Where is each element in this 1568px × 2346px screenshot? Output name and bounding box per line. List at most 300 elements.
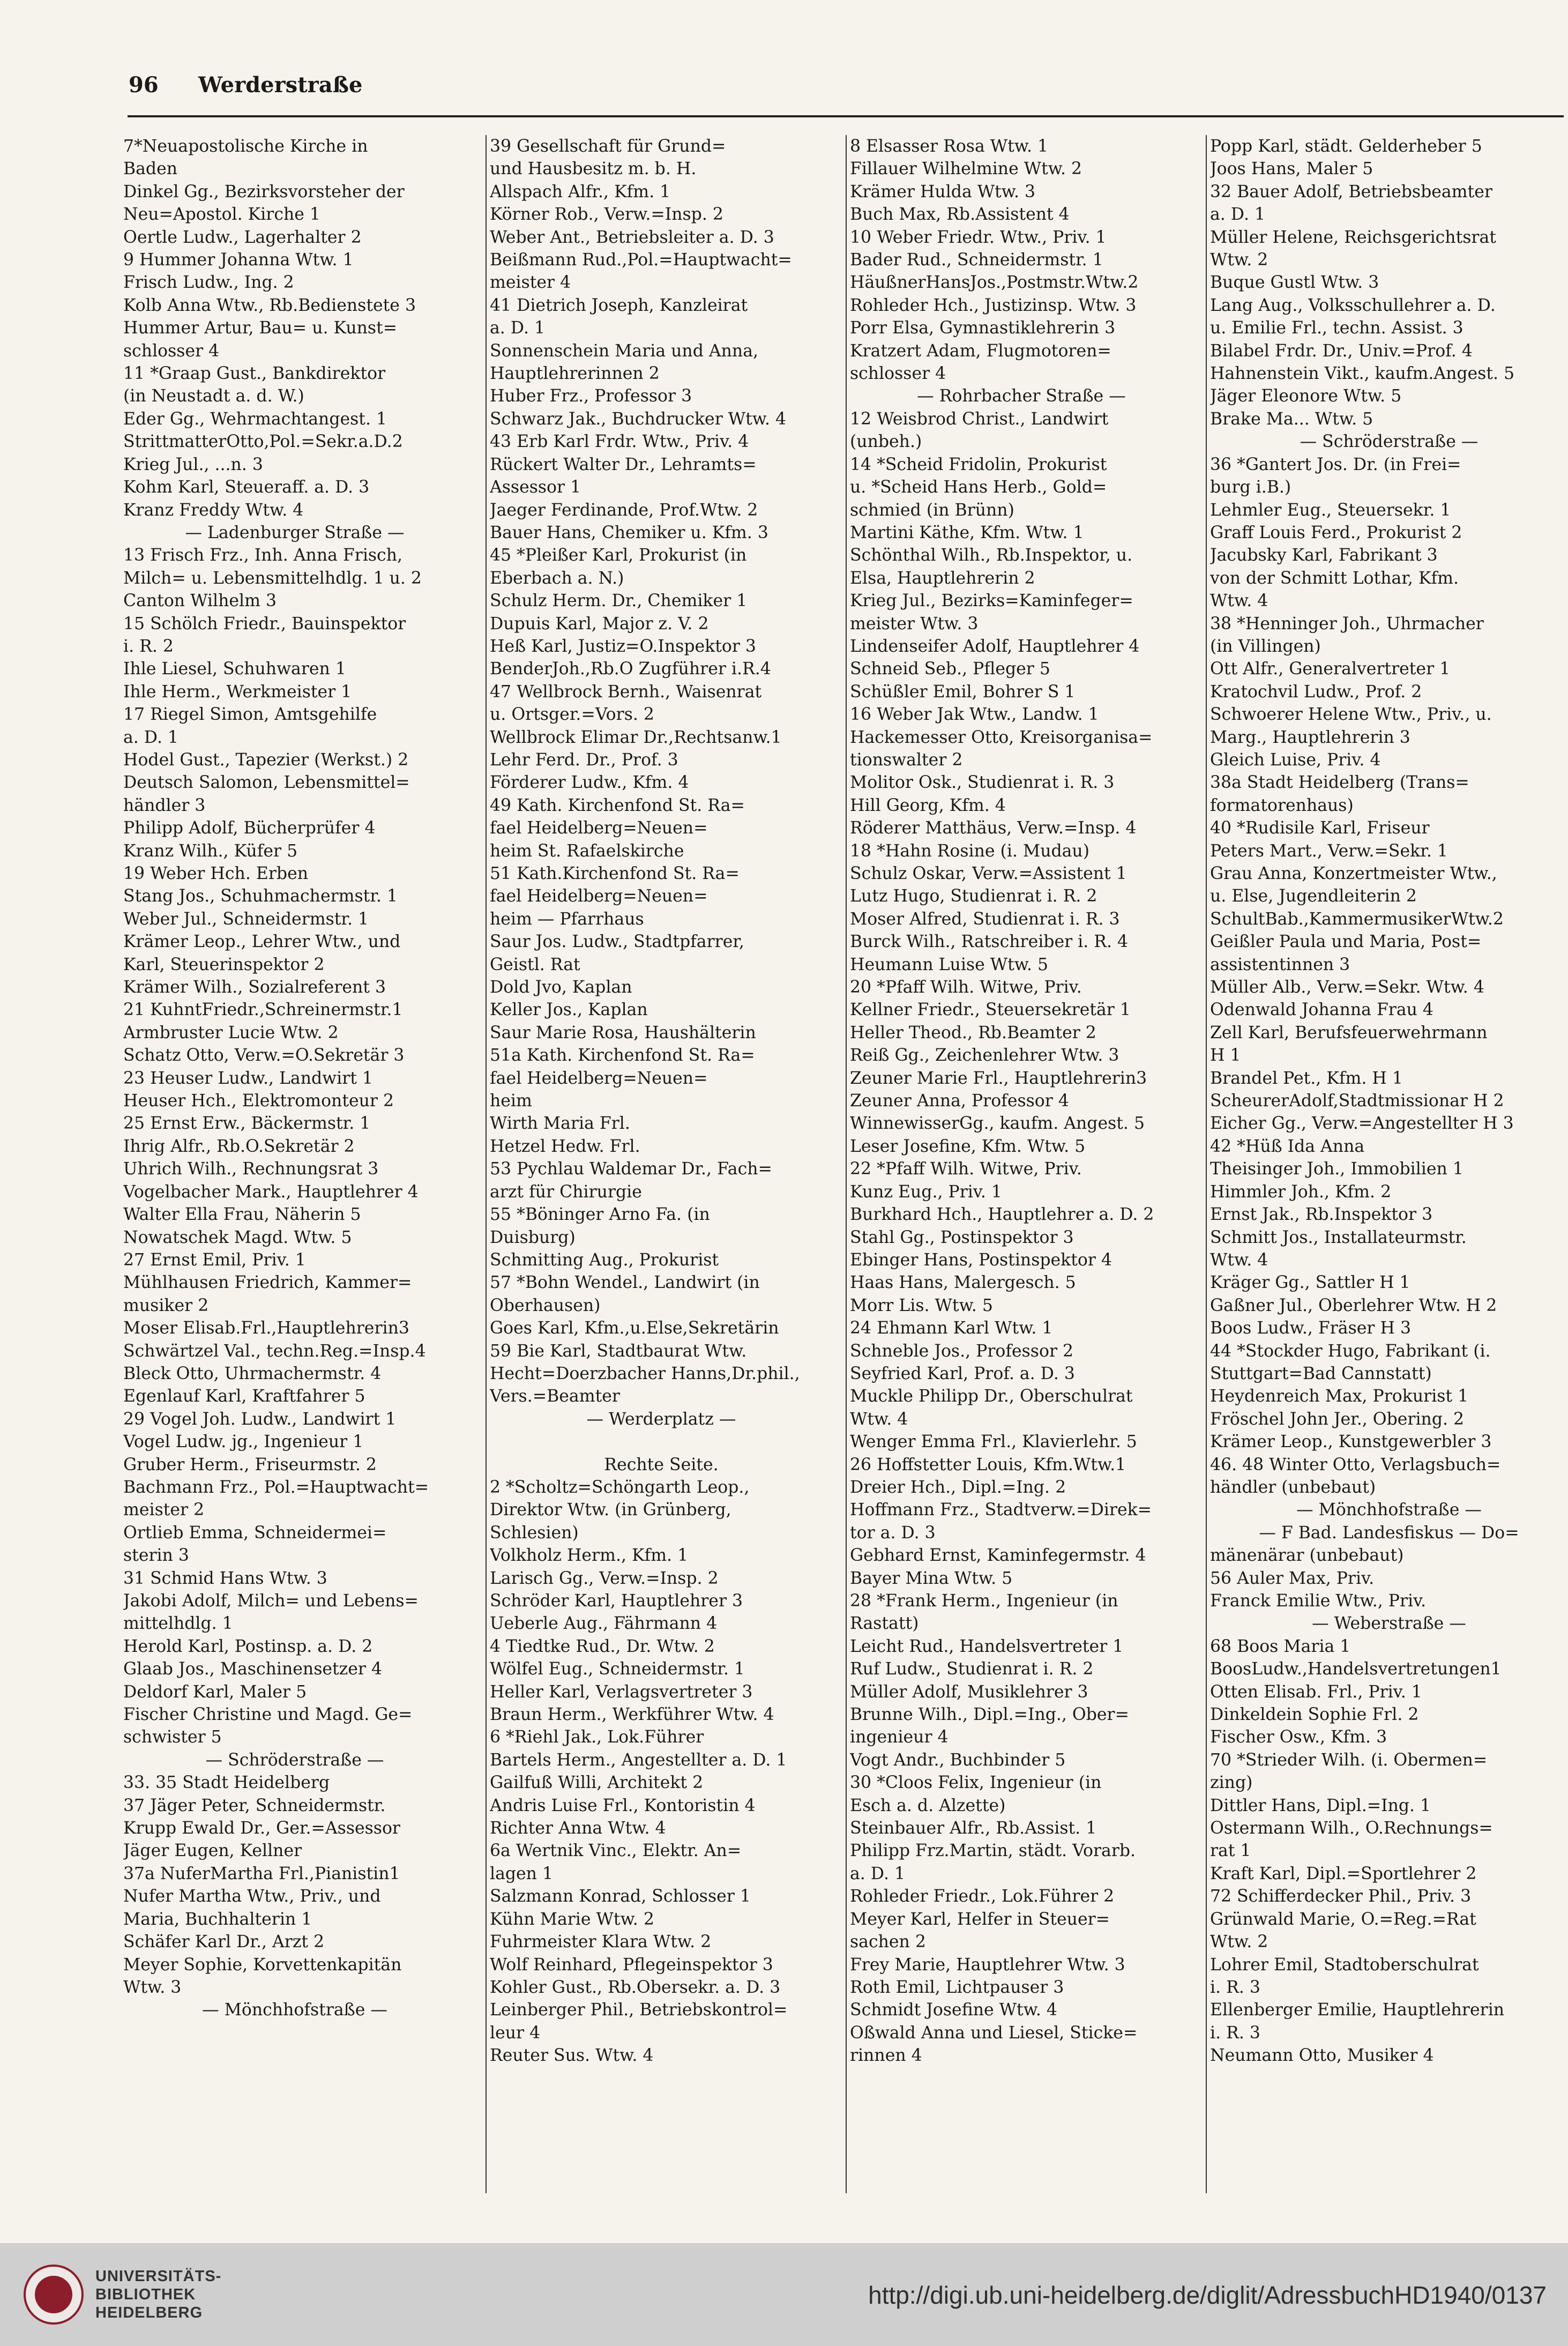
directory-entry-line: Krämer Hulda Wtw. 3 bbox=[850, 182, 1036, 202]
directory-entry-line: Marg., Hauptlehrerin 3 bbox=[1210, 727, 1410, 747]
directory-entry-line: Krämer Wilh., Sozialreferent 3 bbox=[123, 978, 386, 997]
directory-entry-line: schwister 5 bbox=[123, 1727, 222, 1747]
directory-entry-line: 41 Dietrich Joseph, Kanzleirat bbox=[490, 295, 748, 315]
directory-entry-line: 26 Hoffstetter Louis, Kfm.Wtw.1 bbox=[850, 1455, 1126, 1474]
directory-entry-line: Kratzert Adam, Flugmotoren= bbox=[850, 341, 1111, 361]
library-footer bbox=[0, 2243, 1568, 2346]
directory-entry-line: Schwarz Jak., Buchdrucker Wtw. 4 bbox=[490, 409, 787, 429]
page-header bbox=[129, 63, 1568, 106]
directory-entry-line: 51a Kath. Kirchenfond St. Ra= bbox=[490, 1046, 755, 1066]
directory-entry-line: Walter Ella Frau, Näherin 5 bbox=[123, 1205, 361, 1225]
directory-entry-line: Müller Helene, Reichsgerichtsrat bbox=[1210, 227, 1496, 247]
directory-entry-line: Kranz Wilh., Küfer 5 bbox=[123, 841, 298, 861]
directory-entry-line: meister 2 bbox=[123, 1500, 205, 1520]
directory-entry-line: 55 *Böninger Arno Fa. (in bbox=[490, 1205, 710, 1225]
directory-entry-line: Rohleder Hch., Justizinsp. Wtw. 3 bbox=[850, 295, 1137, 315]
directory-entry-line: heim bbox=[490, 1091, 532, 1111]
directory-entry-line: Direktor Wtw. (in Grünberg, bbox=[490, 1500, 731, 1520]
directory-entry-line: Frey Marie, Hauptlehrer Wtw. 3 bbox=[850, 1955, 1125, 1975]
directory-entry-line: ingenieur 4 bbox=[850, 1727, 949, 1747]
directory-entry-line: Heydenreich Max, Prokurist 1 bbox=[1210, 1387, 1469, 1406]
directory-entry-line: Nufer Martha Wtw., Priv., und bbox=[123, 1887, 381, 1906]
directory-entry-line: Braun Herm., Werkführer Wtw. 4 bbox=[490, 1705, 774, 1725]
directory-entry-line: Rastatt) bbox=[850, 1614, 919, 1634]
directory-entry-line: Hackemesser Otto, Kreisorganisa= bbox=[850, 727, 1153, 747]
directory-columns bbox=[123, 135, 1568, 2193]
directory-entry-line: — Rohrbacher Straße — bbox=[917, 386, 1126, 406]
directory-entry-line: Ostermann Wilh., O.Rechnungs= bbox=[1210, 1819, 1493, 1838]
directory-entry-line: Frisch Ludw., Ing. 2 bbox=[123, 273, 294, 293]
directory-entry-line: Leicht Rud., Handelsvertreter 1 bbox=[850, 1636, 1124, 1656]
directory-entry-line: Schulz Oskar, Verw.=Assistent 1 bbox=[850, 864, 1127, 883]
directory-entry-line: fael Heidelberg=Neuen= bbox=[490, 887, 708, 906]
directory-entry-line: 25 Ernst Erw., Bäckermstr. 1 bbox=[123, 1114, 371, 1134]
directory-entry-line: Schüßler Emil, Bohrer S 1 bbox=[850, 682, 1076, 702]
directory-entry-line: Himmler Joh., Kfm. 2 bbox=[1210, 1182, 1392, 1202]
directory-entry-line: Wtw. 2 bbox=[1210, 250, 1268, 270]
directory-entry-line: Nowatschek Magd. Wtw. 5 bbox=[123, 1227, 352, 1247]
directory-entry-line: 16 Weber Jak Wtw., Landw. 1 bbox=[850, 705, 1099, 725]
directory-entry-line: 15 Schölch Friedr., Bauinspektor bbox=[123, 614, 406, 634]
directory-entry-line bbox=[490, 1431, 833, 1453]
directory-entry-line: u. Else, Jugendleiterin 2 bbox=[1210, 887, 1417, 906]
directory-entry-line: Krupp Ewald Dr., Ger.=Assessor bbox=[123, 1819, 400, 1838]
directory-entry-line: 57 *Bohn Wendel., Landwirt (in bbox=[490, 1273, 760, 1293]
directory-entry-line: Graff Louis Ferd., Prokurist 2 bbox=[1210, 523, 1462, 542]
directory-entry-line: 6 *Riehl Jak., Lok.Führer bbox=[490, 1727, 704, 1747]
directory-entry-line: a. D. 1 bbox=[490, 318, 546, 338]
directory-entry-line: — Werderplatz — bbox=[586, 1409, 736, 1429]
directory-entry-line: 56 Auler Max, Priv. bbox=[1210, 1568, 1375, 1588]
column-divider bbox=[486, 135, 487, 2193]
directory-entry-line: Jacubsky Karl, Fabrikant 3 bbox=[1210, 546, 1438, 565]
directory-entry-line: i. R. 3 bbox=[1210, 1977, 1260, 1997]
directory-entry-line: a. D. 1 bbox=[850, 1864, 906, 1883]
directory-entry-line: Roth Emil, Lichtpauser 3 bbox=[850, 1977, 1064, 1997]
directory-entry-line: 14 *Scheid Fridolin, Prokurist bbox=[850, 455, 1107, 474]
directory-entry-line: Dold Jvo, Kaplan bbox=[490, 978, 632, 997]
column-4 bbox=[1210, 135, 1568, 2193]
directory-entry-line: 17 Riegel Simon, Amtsgehilfe bbox=[123, 705, 377, 725]
directory-entry-line: 37a NuferMartha Frl.,Pianistin1 bbox=[123, 1864, 400, 1883]
directory-entry-line: heim — Pfarrhaus bbox=[490, 909, 644, 929]
directory-entry-line: — Mönchhofstraße — bbox=[202, 2000, 387, 2020]
directory-entry-line: 7*Neuapostolische Kirche in bbox=[123, 137, 368, 156]
directory-entry-line: Egenlauf Karl, Kraftfahrer 5 bbox=[123, 1387, 365, 1406]
directory-entry-line: 18 *Hahn Rosine (i. Mudau) bbox=[850, 841, 1089, 861]
directory-entry-line: formatorenhaus) bbox=[1210, 795, 1354, 815]
column-3 bbox=[850, 135, 1193, 2193]
directory-entry-line: Hoffmann Frz., Stadtverw.=Direk= bbox=[850, 1500, 1152, 1520]
directory-entry-line: Förderer Ludw., Kfm. 4 bbox=[490, 773, 689, 793]
directory-entry-line: Stuttgart=Bad Cannstatt) bbox=[1210, 1364, 1432, 1383]
directory-entry-line: Molitor Osk., Studienrat i. R. 3 bbox=[850, 773, 1115, 793]
directory-entry-line: Bilabel Frdr. Dr., Univ.=Prof. 4 bbox=[1210, 341, 1473, 361]
directory-entry-line: Popp Karl, städt. Gelderheber 5 bbox=[1210, 137, 1482, 156]
directory-entry-line: Keller Jos., Kaplan bbox=[490, 1000, 648, 1020]
directory-entry-line: Schatz Otto, Verw.=O.Sekretär 3 bbox=[123, 1046, 405, 1066]
directory-entry-line: Dupuis Karl, Major z. V. 2 bbox=[490, 614, 709, 634]
directory-entry-line: Körner Rob., Verw.=Insp. 2 bbox=[490, 205, 723, 225]
directory-entry-line: Schulz Herm. Dr., Chemiker 1 bbox=[490, 591, 748, 611]
directory-entry-line: Karl, Steuerinspektor 2 bbox=[123, 955, 325, 974]
directory-entry-line: Hauptlehrerinnen 2 bbox=[490, 364, 660, 384]
directory-entry-line: Rohleder Friedr., Lok.Führer 2 bbox=[850, 1887, 1115, 1906]
directory-entry-line: 29 Vogel Joh. Ludw., Landwirt 1 bbox=[123, 1409, 397, 1429]
directory-entry-line: H 1 bbox=[1210, 1046, 1241, 1066]
directory-entry-line: Steinbauer Alfr., Rb.Assist. 1 bbox=[850, 1819, 1097, 1838]
directory-entry-line: Philipp Frz.Martin, städt. Vorarb. bbox=[850, 1841, 1136, 1861]
directory-entry-line: 13 Frisch Frz., Inh. Anna Frisch, bbox=[123, 546, 402, 565]
directory-entry-line: Krieg Jul., Bezirks=Kaminfeger= bbox=[850, 591, 1133, 611]
directory-entry-line: BenderJoh.,Rb.O Zugführer i.R.4 bbox=[490, 659, 771, 679]
directory-entry-line: 45 *Pleißer Karl, Prokurist (in bbox=[490, 546, 747, 565]
directory-entry-line: Ernst Jak., Rb.Inspektor 3 bbox=[1210, 1205, 1433, 1225]
directory-entry-line: 47 Wellbrock Bernh., Waisenrat bbox=[490, 682, 762, 702]
directory-entry-line: 43 Erb Karl Frdr. Wtw., Priv. 4 bbox=[490, 432, 749, 452]
directory-entry-line: Ueberle Aug., Fährmann 4 bbox=[490, 1614, 718, 1634]
directory-entry-line: Peters Mart., Verw.=Sekr. 1 bbox=[1210, 841, 1448, 861]
directory-entry-line: Weber Ant., Betriebsleiter a. D. 3 bbox=[490, 227, 774, 247]
directory-entry-line: 23 Heuser Ludw., Landwirt 1 bbox=[123, 1068, 373, 1088]
directory-entry-line: Schmitt Jos., Installateurmstr. bbox=[1210, 1227, 1467, 1247]
directory-entry-line: Moser Alfred, Studienrat i. R. 3 bbox=[850, 909, 1120, 929]
directory-entry-line: Duisburg) bbox=[490, 1227, 576, 1247]
directory-entry-line: Kohler Gust., Rb.Obersekr. a. D. 3 bbox=[490, 1977, 781, 1997]
directory-entry-line: Lehmler Eug., Steuersekr. 1 bbox=[1210, 500, 1451, 520]
header-rule bbox=[128, 115, 1564, 117]
directory-entry-line: Wirth Maria Frl. bbox=[490, 1114, 630, 1134]
directory-entry-line: Kräger Gg., Sattler H 1 bbox=[1210, 1273, 1410, 1293]
directory-entry-line: Maria, Buchhalterin 1 bbox=[123, 1909, 312, 1929]
directory-entry-line: — Schröderstraße — bbox=[205, 1750, 384, 1770]
directory-entry-line: fael Heidelberg=Neuen= bbox=[490, 1068, 708, 1088]
directory-entry-line: Stahl Gg., Postinspektor 3 bbox=[850, 1227, 1074, 1247]
directory-entry-line: Leinberger Phil., Betriebskontrol= bbox=[490, 2000, 788, 2020]
directory-entry-line: Odenwald Johanna Frau 4 bbox=[1210, 1000, 1433, 1020]
directory-entry-line: Schönthal Wilh., Rb.Inspektor, u. bbox=[850, 546, 1133, 565]
directory-entry-line: 39 Gesellschaft für Grund= bbox=[490, 137, 726, 156]
directory-entry-line: u. *Scheid Hans Herb., Gold= bbox=[850, 478, 1107, 497]
directory-entry-line: Ihrig Alfr., Rb.O.Sekretär 2 bbox=[123, 1136, 355, 1156]
directory-entry-line: Lehr Ferd. Dr., Prof. 3 bbox=[490, 750, 678, 770]
directory-entry-line: 59 Bie Karl, Stadtbaurat Wtw. bbox=[490, 1341, 747, 1361]
directory-entry-line: — Weberstraße — bbox=[1312, 1614, 1466, 1634]
directory-entry-line: 21 KuhntFriedr.,Schreinermstr.1 bbox=[123, 1000, 403, 1020]
directory-entry-line: Wtw. 4 bbox=[1210, 591, 1268, 611]
directory-entry-line: 9 Hummer Johanna Wtw. 1 bbox=[123, 250, 354, 270]
directory-entry-line: Hecht=Doerzbacher Hanns,Dr.phil., bbox=[490, 1364, 800, 1383]
directory-entry-line: heim St. Rafaelskirche bbox=[490, 841, 684, 861]
directory-entry-line: Eder Gg., Wehrmachtangest. 1 bbox=[123, 409, 387, 429]
directory-entry-line: 38 *Henninger Joh., Uhrmacher bbox=[1210, 614, 1484, 634]
directory-entry-line: Buch Max, Rb.Assistent 4 bbox=[850, 205, 1070, 225]
directory-entry-line: Müller Adolf, Musiklehrer 3 bbox=[850, 1682, 1088, 1702]
directory-entry-line: 38a Stadt Heidelberg (Trans= bbox=[1210, 773, 1469, 793]
directory-entry-line: Grünwald Marie, O.=Reg.=Rat bbox=[1210, 1909, 1476, 1929]
directory-entry-line: Uhrich Wilh., Rechnungsrat 3 bbox=[123, 1159, 379, 1179]
directory-entry-line: sterin 3 bbox=[123, 1546, 189, 1566]
directory-entry-line: Martini Käthe, Kfm. Wtw. 1 bbox=[850, 523, 1084, 542]
directory-entry-line: i. R. 3 bbox=[1210, 2023, 1260, 2043]
directory-entry-line: Ihle Herm., Werkmeister 1 bbox=[123, 682, 352, 702]
directory-entry-line: Seyfried Karl, Prof. a. D. 3 bbox=[850, 1364, 1075, 1383]
directory-entry-line: Heumann Luise Wtw. 5 bbox=[850, 955, 1049, 974]
directory-entry-line: Elsa, Hauptlehrerin 2 bbox=[850, 568, 1035, 588]
directory-entry-line: Dinkel Gg., Bezirksvorsteher der bbox=[123, 182, 405, 202]
directory-entry-line: Heuser Hch., Elektromonteur 2 bbox=[123, 1091, 394, 1111]
library-name-line: UNIVERSITÄTS- bbox=[95, 2268, 222, 2285]
directory-entry-line: 8 Elsasser Rosa Wtw. 1 bbox=[850, 137, 1049, 156]
directory-entry-line: tionswalter 2 bbox=[850, 750, 963, 770]
directory-entry-line: lagen 1 bbox=[490, 1864, 554, 1883]
directory-entry-line: meister Wtw. 3 bbox=[850, 614, 979, 634]
directory-entry-line: Haas Hans, Malergesch. 5 bbox=[850, 1273, 1076, 1293]
directory-entry-line: Gaßner Jul., Oberlehrer Wtw. H 2 bbox=[1210, 1295, 1497, 1315]
directory-entry-line: Bayer Mina Wtw. 5 bbox=[850, 1568, 1013, 1588]
directory-entry-line: Schlesien) bbox=[490, 1523, 579, 1543]
column-divider bbox=[1206, 135, 1207, 2193]
directory-entry-line: 6a Wertnik Vinc., Elektr. An= bbox=[490, 1841, 742, 1861]
directory-entry-line: Gebhard Ernst, Kaminfegermstr. 4 bbox=[850, 1546, 1146, 1566]
directory-entry-line: Morr Lis. Wtw. 5 bbox=[850, 1295, 993, 1315]
directory-entry-line: ScheurerAdolf,Stadtmissionar H 2 bbox=[1210, 1091, 1504, 1111]
directory-entry-line: Andris Luise Frl., Kontoristin 4 bbox=[490, 1796, 756, 1815]
directory-entry-line: 22 *Pfaff Wilh. Witwe, Priv. bbox=[850, 1159, 1082, 1179]
directory-entry-line: Schmidt Josefine Wtw. 4 bbox=[850, 2000, 1057, 2020]
directory-entry-line: Wellbrock Elimar Dr.,Rechtsanw.1 bbox=[490, 727, 782, 747]
directory-entry-line: Zeuner Anna, Professor 4 bbox=[850, 1091, 1069, 1111]
directory-entry-line: Kranz Freddy Wtw. 4 bbox=[123, 500, 304, 520]
directory-entry-line: fael Heidelberg=Neuen= bbox=[490, 818, 708, 838]
directory-entry-line: schmied (in Brünn) bbox=[850, 500, 1014, 520]
directory-entry-line: Schneid Seb., Pfleger 5 bbox=[850, 659, 1050, 679]
directory-entry-line: Jäger Eleonore Wtw. 5 bbox=[1210, 386, 1402, 406]
directory-entry-line: schlosser 4 bbox=[850, 364, 946, 384]
directory-entry-line: 28 *Frank Herm., Ingenieur (in bbox=[850, 1591, 1118, 1611]
directory-entry-line: Weber Jul., Schneidermstr. 1 bbox=[123, 909, 369, 929]
directory-entry-line: (in Villingen) bbox=[1210, 636, 1321, 656]
directory-entry-line: Oberhausen) bbox=[490, 1295, 601, 1315]
directory-entry-line: Franck Emilie Wtw., Priv. bbox=[1210, 1591, 1427, 1611]
directory-entry-line: mänenärar (unbebaut) bbox=[1210, 1546, 1404, 1566]
directory-entry-line: Volkholz Herm., Kfm. 1 bbox=[490, 1546, 689, 1566]
directory-entry-line: Armbruster Lucie Wtw. 2 bbox=[123, 1023, 339, 1042]
directory-entry-line: Fischer Christine und Magd. Ge= bbox=[123, 1705, 413, 1725]
directory-entry-line: — F Bad. Landesfiskus — Do= bbox=[1259, 1523, 1519, 1543]
directory-entry-line: Deutsch Salomon, Lebensmittel= bbox=[123, 773, 410, 793]
directory-entry-line: 12 Weisbrod Christ., Landwirt bbox=[850, 409, 1109, 429]
directory-entry-line: Oßwald Anna und Liesel, Sticke= bbox=[850, 2023, 1138, 2043]
directory-entry-line: Eicher Gg., Verw.=Angestellter H 3 bbox=[1210, 1114, 1514, 1134]
directory-entry-line: Canton Wilhelm 3 bbox=[123, 591, 277, 611]
directory-entry-line: händler (unbebaut) bbox=[1210, 1477, 1376, 1497]
directory-entry-line: Muckle Philipp Dr., Oberschulrat bbox=[850, 1387, 1133, 1406]
directory-entry-line: Wenger Emma Frl., Klavierlehr. 5 bbox=[850, 1432, 1137, 1452]
directory-entry-line: Kellner Friedr., Steuersekretär 1 bbox=[850, 1000, 1131, 1020]
directory-entry-line: WinnewisserGg., kaufm. Angest. 5 bbox=[850, 1114, 1145, 1134]
directory-entry-line: Lohrer Emil, Stadtoberschulrat bbox=[1210, 1955, 1479, 1975]
directory-entry-line: Müller Alb., Verw.=Sekr. Wtw. 4 bbox=[1210, 978, 1484, 997]
directory-entry-line: Vogelbacher Mark., Hauptlehrer 4 bbox=[123, 1182, 419, 1202]
directory-entry-line: 19 Weber Hch. Erben bbox=[123, 864, 308, 883]
directory-entry-line: Vogel Ludw. jg., Ingenieur 1 bbox=[123, 1432, 364, 1452]
directory-entry-line: Hodel Gust., Tapezier (Werkst.) 2 bbox=[123, 750, 409, 770]
directory-entry-line: Geißler Paula und Maria, Post= bbox=[1210, 932, 1482, 952]
directory-entry-line: Bartels Herm., Angestellter a. D. 1 bbox=[490, 1750, 787, 1770]
directory-entry-line: Lang Aug., Volksschullehrer a. D. bbox=[1210, 295, 1496, 315]
directory-entry-line: Ihle Liesel, Schuhwaren 1 bbox=[123, 659, 346, 679]
directory-entry-line: Jäger Eugen, Kellner bbox=[123, 1841, 302, 1861]
directory-entry-line: Wtw. 4 bbox=[1210, 1250, 1268, 1270]
directory-entry-line: Ruf Ludw., Studienrat i. R. 2 bbox=[850, 1659, 1094, 1679]
directory-entry-line: Esch a. d. Alzette) bbox=[850, 1796, 1006, 1815]
directory-entry-line: Fröschel John Jer., Obering. 2 bbox=[1210, 1409, 1465, 1429]
directory-entry-line: Wolf Reinhard, Pflegeinspektor 3 bbox=[490, 1955, 773, 1975]
directory-entry-line: Geistl. Rat bbox=[490, 955, 580, 974]
directory-entry-line: Fischer Osw., Kfm. 3 bbox=[1210, 1727, 1387, 1747]
directory-entry-line: Fuhrmeister Klara Wtw. 2 bbox=[490, 1932, 712, 1952]
directory-entry-line: Schneble Jos., Professor 2 bbox=[850, 1341, 1074, 1361]
directory-entry-line: Porr Elsa, Gymnastiklehrerin 3 bbox=[850, 318, 1116, 338]
directory-entry-line: von der Schmitt Lothar, Kfm. bbox=[1210, 568, 1459, 588]
directory-entry-line: Brake Ma... Wtw. 5 bbox=[1210, 409, 1373, 429]
directory-entry-line: 30 *Cloos Felix, Ingenieur (in bbox=[850, 1773, 1102, 1793]
column-1 bbox=[123, 135, 466, 2193]
directory-entry-line: händler 3 bbox=[123, 795, 206, 815]
library-name-line: HEIDELBERG bbox=[95, 2304, 203, 2321]
directory-entry-line: Sonnenschein Maria und Anna, bbox=[490, 341, 758, 361]
directory-entry-line: Theisinger Joh., Immobilien 1 bbox=[1210, 1159, 1464, 1179]
directory-entry-line: 40 *Rudisile Karl, Friseur bbox=[1210, 818, 1430, 838]
directory-entry-line: Schwärtzel Val., techn.Reg.=Insp.4 bbox=[123, 1341, 426, 1361]
directory-entry-line: 4 Tiedtke Rud., Dr. Wtw. 2 bbox=[490, 1636, 715, 1656]
directory-entry-line: Krämer Leop., Kunstgewerbler 3 bbox=[1210, 1432, 1492, 1452]
directory-entry-line: Kraft Karl, Dipl.=Sportlehrer 2 bbox=[1210, 1864, 1477, 1883]
directory-entry-line: Schröder Karl, Hauptlehrer 3 bbox=[490, 1591, 743, 1611]
directory-entry-line: Vers.=Beamter bbox=[490, 1387, 620, 1406]
directory-entry-line: 53 Pychlau Waldemar Dr., Fach= bbox=[490, 1159, 772, 1179]
directory-entry-line: Deldorf Karl, Maler 5 bbox=[123, 1682, 307, 1702]
directory-entry-line: Otten Elisab. Frl., Priv. 1 bbox=[1210, 1682, 1422, 1702]
directory-entry-line: Saur Marie Rosa, Haushälterin bbox=[490, 1023, 756, 1042]
directory-entry-line: leur 4 bbox=[490, 2023, 541, 2043]
directory-entry-line: Milch= u. Lebensmittelhdlg. 1 u. 2 bbox=[123, 568, 422, 588]
library-logo[interactable] bbox=[24, 2265, 221, 2325]
directory-entry-line: mittelhdlg. 1 bbox=[123, 1614, 233, 1634]
directory-entry-line: und Hausbesitz m. b. H. bbox=[490, 159, 697, 179]
directory-entry-line: Boos Ludw., Fräser H 3 bbox=[1210, 1319, 1411, 1338]
column-2 bbox=[490, 135, 833, 2193]
university-seal-icon bbox=[24, 2265, 84, 2325]
directory-entry-line: Kohm Karl, Steueraff. a. D. 3 bbox=[123, 478, 370, 497]
directory-entry-line: Schwoerer Helene Wtw., Priv., u. bbox=[1210, 705, 1492, 725]
library-name bbox=[95, 2267, 221, 2322]
directory-entry-line: Wtw. 2 bbox=[1210, 1932, 1268, 1952]
directory-entry-line: Assessor 1 bbox=[490, 478, 581, 497]
directory-entry-line: Ortlieb Emma, Schneidermei= bbox=[123, 1523, 387, 1543]
directory-entry-line: Kratochvil Ludw., Prof. 2 bbox=[1210, 682, 1422, 702]
directory-entry-line: Schmitting Aug., Prokurist bbox=[490, 1250, 719, 1270]
directory-entry-line: Kunz Eug., Priv. 1 bbox=[850, 1182, 1002, 1202]
directory-entry-line: Fillauer Wilhelmine Wtw. 2 bbox=[850, 159, 1082, 179]
directory-entry-line: Glaab Jos., Maschinensetzer 4 bbox=[123, 1659, 383, 1679]
directory-entry-line: meister 4 bbox=[490, 273, 571, 293]
directory-entry-line: Moser Elisab.Frl.,Hauptlehrerin3 bbox=[123, 1319, 409, 1338]
directory-entry-line: a. D. 1 bbox=[1210, 205, 1266, 225]
directory-entry-line: 49 Kath. Kirchenfond St. Ra= bbox=[490, 795, 745, 815]
directory-entry-line: Krämer Leop., Lehrer Wtw., und bbox=[123, 932, 401, 952]
directory-entry-line: zing) bbox=[1210, 1773, 1253, 1793]
directory-entry-line: Beißmann Rud.,Pol.=Hauptwacht= bbox=[490, 250, 792, 270]
directory-entry-line: i. R. 2 bbox=[123, 636, 174, 656]
directory-entry-line: Rechte Seite. bbox=[604, 1455, 719, 1474]
directory-entry-line: 20 *Pfaff Wilh. Witwe, Priv. bbox=[850, 978, 1082, 997]
directory-entry-line: Ebinger Hans, Postinspektor 4 bbox=[850, 1250, 1112, 1270]
directory-entry-line: 32 Bauer Adolf, Betriebsbeamter bbox=[1210, 182, 1492, 202]
directory-entry-line: 2 *Scholtz=Schöngarth Leop., bbox=[490, 1477, 750, 1497]
directory-entry-line: 46. 48 Winter Otto, Verlagsbuch= bbox=[1210, 1455, 1501, 1474]
directory-entry-line: Rückert Walter Dr., Lehramts= bbox=[490, 455, 757, 474]
directory-entry-line: a. D. 1 bbox=[123, 727, 179, 747]
directory-entry-line: Brunne Wilh., Dipl.=Ing., Ober= bbox=[850, 1705, 1130, 1725]
directory-entry-line: 11 *Graap Gust., Bankdirektor bbox=[123, 364, 386, 384]
directory-entry-line: Dinkeldein Sophie Frl. 2 bbox=[1210, 1705, 1419, 1725]
directory-entry-line: 27 Ernst Emil, Priv. 1 bbox=[123, 1250, 306, 1270]
running-title: Werderstraße bbox=[198, 72, 363, 98]
directory-entry-line: Heller Karl, Verlagsvertreter 3 bbox=[490, 1682, 753, 1702]
directory-entry-line: Schäfer Karl Dr., Arzt 2 bbox=[123, 1932, 325, 1952]
directory-entry-line: Ott Alfr., Generalvertreter 1 bbox=[1210, 659, 1451, 679]
directory-entry-line: StrittmatterOtto,Pol.=Sekr.a.D.2 bbox=[123, 432, 403, 452]
directory-entry-line: Herold Karl, Postinsp. a. D. 2 bbox=[123, 1636, 373, 1656]
directory-entry-line: Röderer Matthäus, Verw.=Insp. 4 bbox=[850, 818, 1137, 838]
directory-entry-line: 42 *Hüß Ida Anna bbox=[1210, 1136, 1365, 1156]
directory-entry-line: Meyer Sophie, Korvettenkapitän bbox=[123, 1955, 402, 1975]
directory-entry-line: Eberbach a. N.) bbox=[490, 568, 624, 588]
directory-entry-line: Vogt Andr., Buchbinder 5 bbox=[850, 1750, 1066, 1770]
directory-entry-line: Reuter Sus. Wtw. 4 bbox=[490, 2046, 654, 2066]
directory-entry-line: Ellenberger Emilie, Hauptlehrerin bbox=[1210, 2000, 1505, 2020]
directory-entry-line: Meyer Karl, Helfer in Steuer= bbox=[850, 1909, 1110, 1929]
directory-entry-line: Leser Josefine, Kfm. Wtw. 5 bbox=[850, 1136, 1086, 1156]
directory-entry-line: Bader Rud., Schneidermstr. 1 bbox=[850, 250, 1103, 270]
directory-entry-line: — Mönchhofstraße — bbox=[1296, 1500, 1482, 1520]
directory-entry-line: Dittler Hans, Dipl.=Ing. 1 bbox=[1210, 1796, 1431, 1815]
directory-entry-line: 51 Kath.Kirchenfond St. Ra= bbox=[490, 864, 740, 883]
directory-entry-line: Bleck Otto, Uhrmachermstr. 4 bbox=[123, 1364, 382, 1383]
directory-entry-line: Larisch Gg., Verw.=Insp. 2 bbox=[490, 1568, 719, 1588]
directory-entry-line: 10 Weber Friedr. Wtw., Priv. 1 bbox=[850, 227, 1107, 247]
directory-entry-line: HäußnerHansJos.,Postmstr.Wtw.2 bbox=[850, 273, 1139, 293]
directory-entry-line: Brandel Pet., Kfm. H 1 bbox=[1210, 1068, 1403, 1088]
column-divider bbox=[846, 135, 847, 2193]
directory-entry-line: assistentinnen 3 bbox=[1210, 955, 1350, 974]
directory-entry-line: schlosser 4 bbox=[123, 341, 220, 361]
directory-entry-line: BoosLudw.,Handelsvertretungen1 bbox=[1210, 1659, 1502, 1679]
directory-entry-line: tor a. D. 3 bbox=[850, 1523, 936, 1543]
directory-entry-line: Kühn Marie Wtw. 2 bbox=[490, 1909, 654, 1929]
directory-entry-line: Heller Theod., Rb.Beamter 2 bbox=[850, 1023, 1096, 1042]
source-url-link[interactable]: http://digi.ub.uni-heidelberg.de/diglit/AdressbuchHD1940/0137 bbox=[868, 2281, 1547, 2309]
directory-entry-line: Bachmann Frz., Pol.=Hauptwacht= bbox=[123, 1477, 429, 1497]
directory-entry-line: 33. 35 Stadt Heidelberg bbox=[123, 1773, 330, 1793]
directory-entry-line: Lindenseifer Adolf, Hauptlehrer 4 bbox=[850, 636, 1140, 656]
directory-entry-line: Salzmann Konrad, Schlosser 1 bbox=[490, 1887, 751, 1906]
directory-entry-line: Joos Hans, Maler 5 bbox=[1210, 159, 1373, 179]
directory-entry-line: Grau Anna, Konzertmeister Wtw., bbox=[1210, 864, 1497, 883]
directory-entry-line: Burck Wilh., Ratschreiber i. R. 4 bbox=[850, 932, 1129, 952]
